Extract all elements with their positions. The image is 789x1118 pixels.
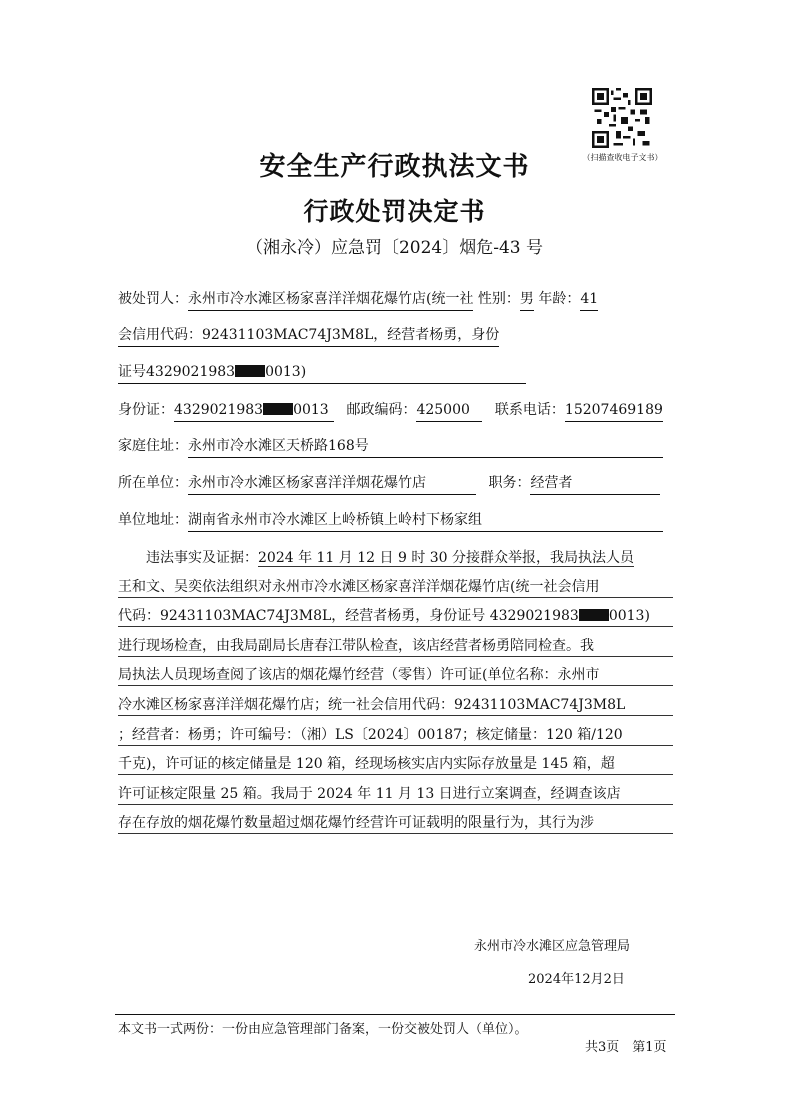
facts-line: [118, 548, 673, 568]
gender-value: 男: [520, 289, 534, 311]
postcode-label: 邮政编码：: [346, 402, 417, 418]
id-value: [174, 400, 334, 422]
party-label: 被处罚人：: [118, 291, 188, 307]
document-category-title: 安全生产行政执法文书: [259, 152, 530, 182]
phone-label: 联系电话：: [494, 402, 565, 418]
issue-date: 2024年12月2日: [528, 972, 625, 987]
page-number: 共3页 第1页: [585, 1040, 667, 1055]
unit-address-row: [118, 510, 663, 532]
footer-divider: [115, 1014, 675, 1015]
facts-line-7: ；经营者：杨勇；许可编号：（湘）LS〔2024〕00187；核定储量：120 箱/120: [118, 725, 673, 746]
facts-line-4: 进行现场检查，由我局副局长唐春江带队检查，该店经营者杨勇陪同检查。我: [118, 636, 673, 657]
redaction-block: [235, 365, 265, 377]
facts-line-2: 王和文、吴奕依法组织对永州市冷水滩区杨家喜洋洋烟花爆竹店(统一社会信用: [118, 577, 673, 598]
document-title: 行政处罚决定书: [303, 197, 486, 226]
party-id-suffix: 0013): [265, 364, 307, 380]
party-row: [118, 289, 598, 311]
party-credit-line: 会信用代码：92431103MAC74J3M8L，经营者杨勇，身份: [118, 325, 499, 347]
facts-line-8: 千克)，许可证的核定储量是 120 箱，经现场核实店内实际存放量是 145 箱，超: [118, 754, 673, 775]
unit-address-label: 单位地址：: [118, 512, 188, 528]
address-row: [118, 436, 663, 458]
facts-lead: 违法事实及证据：: [146, 550, 258, 566]
party-id-prefix: 证号4329021983: [118, 364, 236, 380]
unit-label: 所在单位：: [118, 475, 188, 491]
issuing-authority: 永州市冷水滩区应急管理局: [474, 939, 631, 954]
party-row-3: [118, 362, 526, 384]
redaction-block: [579, 609, 609, 621]
id-suffix: 0013: [293, 402, 329, 418]
facts-line-5: 局执法人员现场查阅了该店的烟花爆竹经营（零售）许可证(单位名称：永州市: [118, 665, 673, 686]
document-number: （湘永冷）应急罚〔2024〕烟危-43 号: [245, 238, 544, 258]
qr-caption: （扫描查收电子文书）: [582, 153, 663, 162]
age-value: 41: [580, 289, 598, 311]
id-label: 身份证：: [118, 402, 174, 418]
duty-label: 职务：: [488, 475, 531, 491]
id-prefix: 4329021983: [174, 402, 264, 418]
address-label: 家庭住址：: [118, 438, 188, 454]
phone-value: 15207469189: [565, 400, 663, 422]
copies-note: 本文书一式两份：一份由应急管理部门备案，一份交被处罚人（单位）。: [118, 1022, 528, 1037]
unit-row: [118, 473, 660, 495]
unit-value: 永州市冷水滩区杨家喜洋洋烟花爆竹店: [188, 473, 476, 495]
redaction-block: [263, 403, 293, 415]
postcode-value: 425000: [416, 400, 482, 422]
party-value: 永州市冷水滩区杨家喜洋洋烟花爆竹店(统一社: [188, 289, 473, 311]
facts-line-6: 冷水滩区杨家喜洋洋烟花爆竹店；统一社会信用代码：92431103MAC74J3M8L: [118, 695, 673, 716]
facts-line-1: 2024 年 11 月 12 日 9 时 30 分接群众举报，我局执法人员: [258, 550, 635, 566]
qr-code-icon: [592, 88, 652, 148]
party-row-2: [118, 325, 499, 347]
facts-paragraph: [118, 548, 673, 843]
duty-value: 经营者: [530, 473, 660, 495]
age-label: 年龄：: [538, 291, 581, 307]
unit-address-value: 湖南省永州市冷水滩区上岭桥镇上岭村下杨家组: [188, 510, 663, 532]
facts-line-10: 存在存放的烟花爆竹数量超过烟花爆竹经营许可证载明的限量行为，其行为涉: [118, 813, 673, 834]
gender-label: 性别：: [477, 291, 520, 307]
address-value: 永州市冷水滩区天桥路168号: [188, 436, 663, 458]
contact-row: [118, 400, 663, 422]
facts-line-9: 许可证核定限量 25 箱。我局于 2024 年 11 月 13 日进行立案调查，经调查该店: [118, 784, 673, 805]
facts-line-3: 代码：92431103MAC74J3M8L，经营者杨勇，身份证号 4329021983 0013): [118, 606, 673, 627]
party-id-line: [118, 362, 526, 384]
